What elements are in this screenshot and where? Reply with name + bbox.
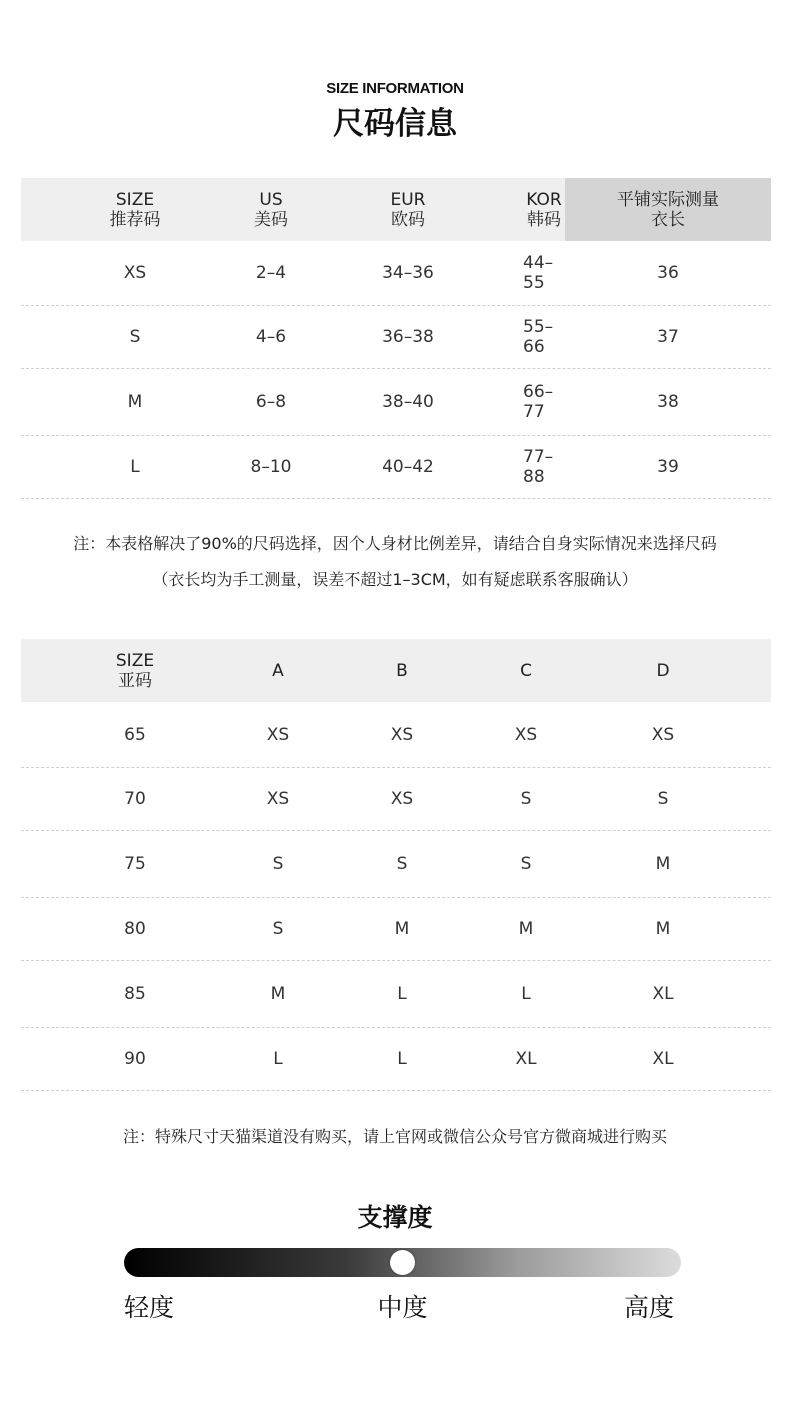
table-cell: 36–38: [382, 327, 434, 347]
table-header: [21, 639, 771, 702]
table-cell: S: [520, 789, 532, 809]
table-cell: XS: [266, 789, 290, 809]
table-cell: 44–55: [523, 253, 554, 293]
header-cell: [307, 639, 497, 702]
note-line: 注：特殊尺寸天猫渠道没有购买，请上官网或微信公众号官方微商城进行购买: [122, 1127, 667, 1146]
table-cell: M: [518, 919, 534, 939]
table-cell: 6–8: [255, 392, 287, 412]
table-cell: 38–40: [382, 392, 434, 412]
support-label-high: 高度: [624, 1293, 675, 1322]
support-title: 支撑度: [357, 1203, 433, 1232]
table-cell: 90: [124, 1049, 146, 1069]
table-cell: XS: [390, 789, 414, 809]
table-cell: M: [270, 984, 286, 1004]
table-cell: 77–88: [523, 447, 554, 487]
header-line2: 衣长: [651, 209, 685, 230]
header-line1: SIZE: [115, 650, 155, 671]
table-cell: 34–36: [382, 263, 434, 283]
note-line: （衣长均为手工测量，误差不超过1–3CM，如有疑虑联系客服确认）: [152, 570, 638, 589]
table-cell: XL: [515, 1049, 537, 1069]
table-cell: XS: [514, 724, 538, 745]
header-line1: C: [520, 660, 532, 681]
table-header: [21, 178, 771, 241]
table-cell: 39: [657, 457, 679, 477]
title-cn: 尺码信息: [333, 106, 457, 142]
table-cell: 4–6: [255, 327, 287, 347]
header-line1: D: [656, 660, 670, 681]
table-cell: 2–4: [255, 263, 287, 283]
table-row: [21, 369, 771, 436]
note-line: 注：本表格解决了90%的尺码选择，因个人身材比例差异，请结合自身实际情况来选择尺码: [73, 534, 717, 553]
table-cell: L: [397, 984, 407, 1004]
header-line1: 平铺实际测量: [617, 189, 719, 210]
table-cell: 70: [124, 789, 146, 809]
header-line2: 韩码: [527, 209, 561, 230]
table-cell: XL: [652, 1049, 674, 1069]
title-en: SIZE INFORMATION: [326, 80, 464, 97]
table-cell: S: [396, 854, 408, 874]
header-line2: 美码: [254, 209, 288, 230]
table-cell: 36: [657, 263, 679, 283]
table-cell: 65: [124, 724, 146, 745]
table-cell: S: [520, 854, 532, 874]
table-row: [21, 768, 771, 831]
table-row: [21, 831, 771, 898]
header-line2: 推荐码: [109, 209, 161, 230]
header-cell: [565, 178, 771, 241]
table-cell: M: [655, 854, 671, 874]
header-cell: [523, 178, 565, 241]
header-cell: [249, 178, 293, 241]
table-cell: S: [129, 327, 141, 347]
table-cell: S: [272, 919, 284, 939]
table-cell: M: [655, 919, 671, 939]
header-cell: [21, 639, 249, 702]
table-row: [21, 306, 771, 369]
table-row: [21, 241, 771, 306]
support-slider-knob: [390, 1250, 415, 1275]
table-cell: XS: [390, 724, 414, 745]
table-cell: 80: [124, 919, 146, 939]
table-cell: L: [521, 984, 531, 1004]
table-cell: M: [394, 919, 410, 939]
table-row: [21, 898, 771, 961]
header-line1: US: [259, 189, 283, 210]
header-cell: [555, 639, 771, 702]
header-cell: [21, 178, 249, 241]
table-cell: 85: [124, 984, 146, 1004]
table-cell: 75: [124, 854, 146, 874]
header-line2: 欧码: [391, 209, 425, 230]
header-line2: 亚码: [118, 670, 152, 691]
header-line1: EUR: [390, 189, 426, 210]
table-cell: 37: [657, 327, 679, 347]
header-cell: [293, 178, 523, 241]
table-cell: XL: [652, 984, 674, 1004]
support-label-low: 轻度: [124, 1293, 175, 1322]
table-cell: 40–42: [382, 457, 434, 477]
table-cell: M: [127, 392, 143, 412]
table-cell: 38: [657, 392, 679, 412]
table-cell: L: [130, 457, 140, 477]
table-cell: XS: [266, 724, 290, 745]
support-label-mid: 中度: [377, 1293, 428, 1322]
size-table: [21, 178, 771, 499]
header-line1: SIZE: [115, 189, 155, 210]
table-cell: S: [657, 789, 669, 809]
table-row: [21, 702, 771, 768]
header-line1: A: [272, 660, 284, 681]
table-cell: L: [397, 1049, 407, 1069]
table-cell: XS: [123, 263, 147, 283]
table-row: [21, 436, 771, 499]
table-cell: 55–66: [523, 317, 554, 357]
asian-size-table: [21, 639, 771, 1091]
table-cell: S: [272, 854, 284, 874]
table-cell: L: [273, 1049, 283, 1069]
table-cell: XS: [651, 724, 675, 745]
header-line1: KOR: [526, 189, 562, 210]
table-row: [21, 961, 771, 1028]
header-line1: B: [396, 660, 408, 681]
table-cell: 8–10: [250, 457, 292, 477]
header-cell: [249, 639, 307, 702]
table-cell: 66–77: [523, 382, 554, 422]
table-row: [21, 1028, 771, 1091]
header-cell: [497, 639, 555, 702]
